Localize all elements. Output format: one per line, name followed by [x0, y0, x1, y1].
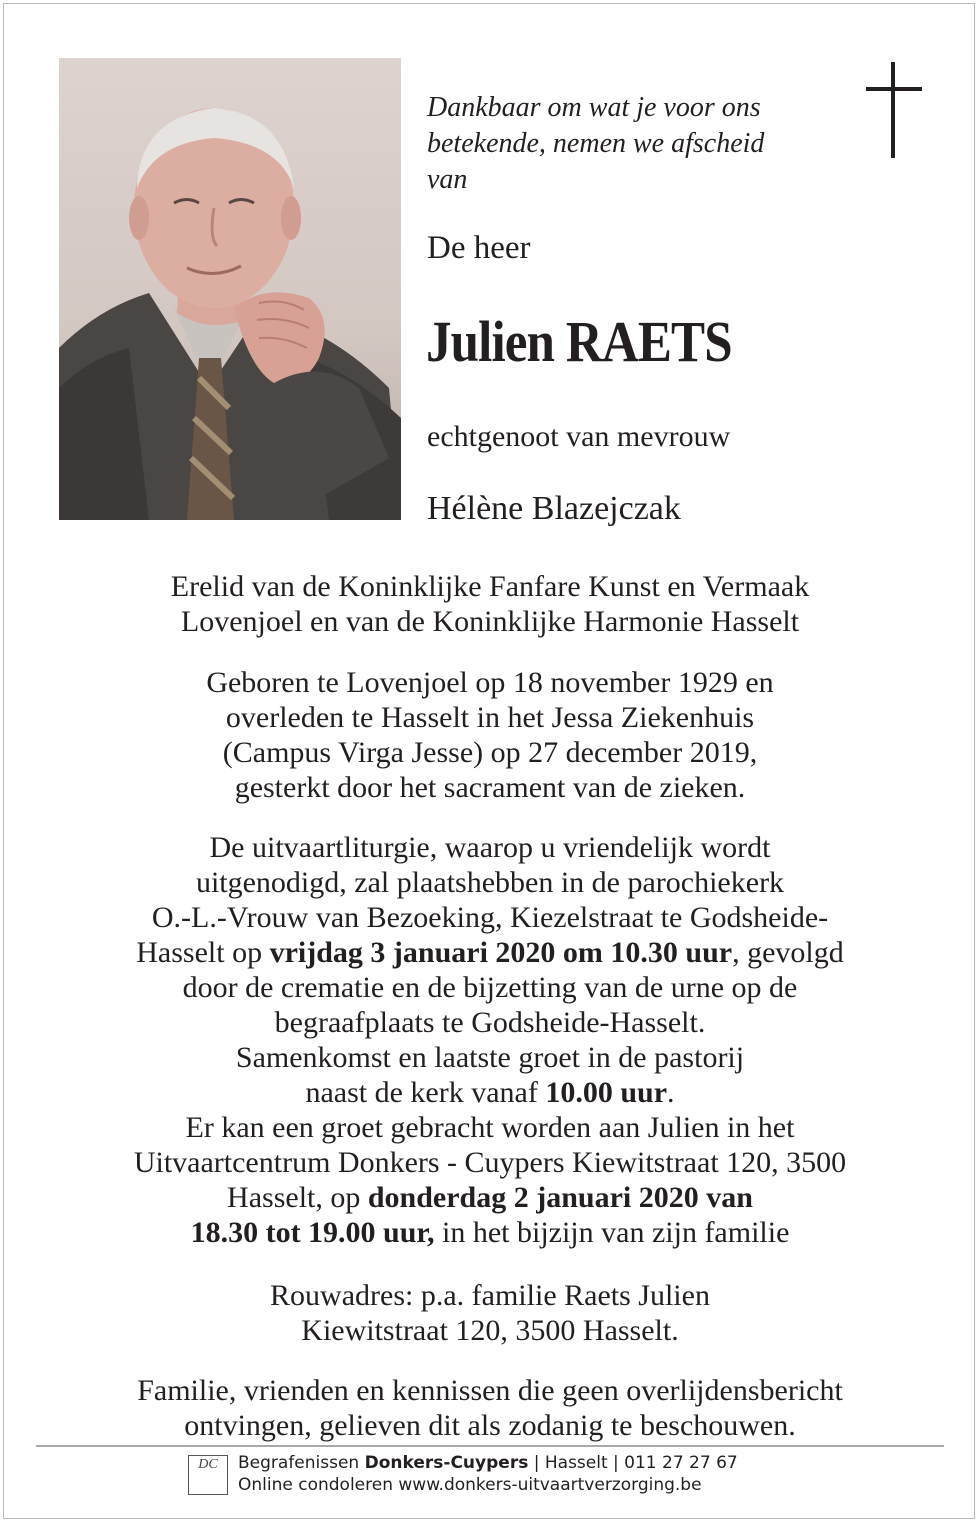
text-line [40, 1075, 940, 1110]
deceased-name: Julien RAETS [426, 309, 732, 374]
text-line: Er kan een groet gebracht worden aan Julien in het [185, 1111, 795, 1144]
intro-line: betekende, nemen we afscheid [427, 128, 765, 159]
visitation-time: 18.30 tot 19.00 uur, [190, 1216, 435, 1249]
funeral-date: vrijdag 3 januari 2020 om 10.30 uur [269, 936, 733, 969]
title-prefix: De heer [427, 230, 531, 266]
text-span: Begrafenissen [238, 1453, 365, 1473]
membership-paragraph [40, 569, 940, 639]
funeral-paragraph [40, 830, 940, 1250]
logo-letters: DC [198, 1457, 218, 1472]
spouse-intro: echtgenoot van mevrouw [427, 420, 731, 453]
text-line: Lovenjoel en van de Koninklijke Harmonie Hasselt [180, 605, 800, 638]
gathering-time: 10.00 uur [545, 1076, 668, 1109]
text-line: ontvingen, gelieven dit als zodanig te beschouwen. [184, 1409, 796, 1442]
company-name: Donkers-Cuypers [364, 1453, 529, 1473]
text-span: , gevolgd [732, 936, 844, 969]
text-line [40, 1215, 940, 1250]
text-span: in het bijzijn van zijn familie [434, 1216, 790, 1249]
notice-paragraph [40, 1373, 940, 1443]
text-span: | Hasselt | 011 27 27 67 [528, 1453, 738, 1473]
text-line: overleden te Hasselt in het Jessa Ziekenhuis [225, 701, 755, 734]
text-line: Kiewitstraat 120, 3500 Hasselt. [301, 1314, 679, 1347]
text-line: begraafplaats te Godsheide-Hasselt. [274, 1006, 706, 1039]
footer-line [238, 1452, 738, 1474]
birth-death-paragraph [40, 665, 940, 805]
footer-website-line[interactable]: Online condoleren www.donkers-uitvaartverzorging.be [238, 1475, 702, 1495]
footer-text [238, 1452, 738, 1496]
text-line: door de crematie en de bijzetting van de urne op de [182, 971, 798, 1004]
portrait-illustration [59, 58, 401, 520]
funeral-home-logo [188, 1455, 228, 1495]
text-span: Hasselt op [136, 936, 270, 969]
intro-line: Dankbaar om wat je voor ons [427, 92, 761, 123]
text-line: Samenkomst en laatste groet in de pastorij [235, 1041, 745, 1074]
text-line: Erelid van de Koninklijke Fanfare Kunst en Vermaak [170, 570, 810, 603]
footer [180, 1452, 800, 1514]
text-line: O.-L.-Vrouw van Bezoeking, Kiezelstraat te Godsheide- [151, 901, 829, 934]
text-line: Familie, vrienden en kennissen die geen overlijdensbericht [137, 1374, 843, 1407]
cross-icon [866, 62, 922, 158]
intro-line: van [427, 164, 468, 195]
footer-divider [36, 1445, 944, 1447]
intro-text [427, 90, 827, 198]
text-line: Rouwadres: p.a. familie Raets Julien [270, 1279, 710, 1312]
text-line: Uitvaartcentrum Donkers - Cuypers Kiewitstraat 120, 3500 [133, 1146, 847, 1179]
visitation-date: donderdag 2 januari 2020 van [367, 1181, 753, 1214]
text-line [40, 1180, 940, 1215]
address-paragraph [40, 1278, 940, 1348]
text-line: uitgenodigd, zal plaatshebben in de parochiekerk [195, 866, 785, 899]
text-line: (Campus Virga Jesse) op 27 december 2019, [222, 736, 758, 769]
spouse-name: Hélène Blazejczak [427, 490, 681, 527]
text-line: Geboren te Lovenjoel op 18 november 1929 en [206, 666, 774, 699]
text-span: Hasselt, op [227, 1181, 368, 1214]
text-line: gesterkt door het sacrament van de zieken. [234, 771, 746, 804]
text-line: De uitvaartliturgie, waarop u vriendelijk wordt [209, 831, 771, 864]
text-span: naast de kerk vanaf [305, 1076, 546, 1109]
portrait-photo [59, 58, 401, 520]
text-line [40, 935, 940, 970]
text-span: . [667, 1076, 675, 1109]
